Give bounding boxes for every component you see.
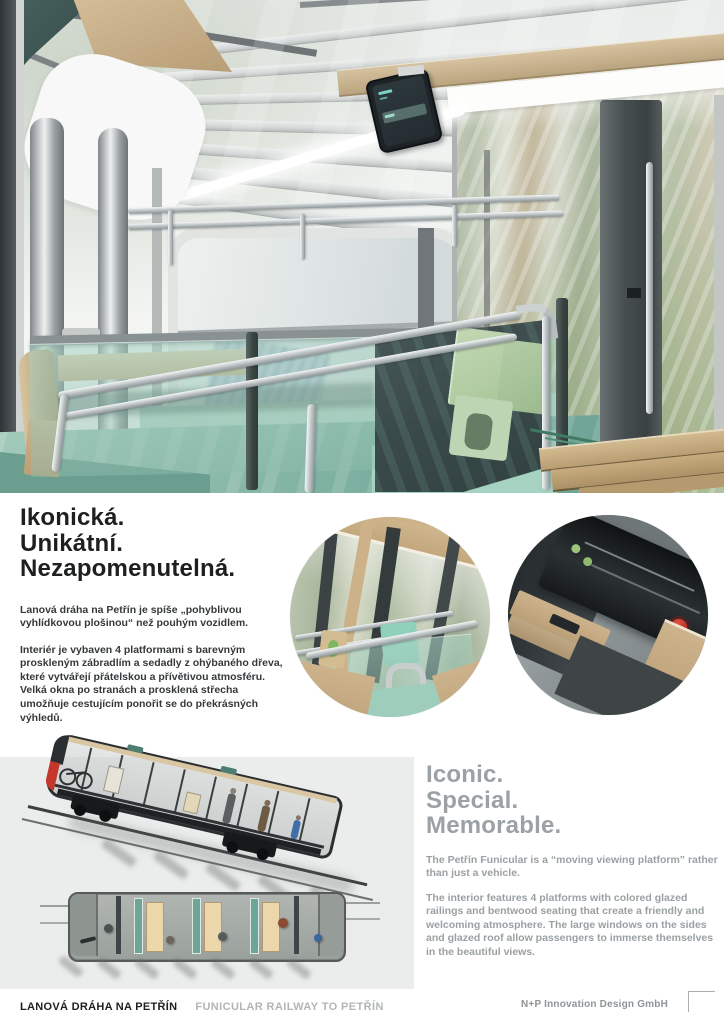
english-paragraph-2: The interior features 4 platforms with colored glazed railings and bentwood seating that create a friendly and welcoming atmosphere. The large windows on the sides and glazed roof allow passengers to immerse themselves in the beautiful views. — [426, 891, 714, 959]
passenger-figure — [220, 787, 237, 826]
figure-body — [221, 793, 236, 824]
passenger-dot — [166, 936, 174, 944]
english-heading-line: Iconic. — [426, 761, 504, 788]
seat-plate-green — [449, 395, 514, 462]
end-partition — [116, 896, 121, 954]
balustrade-post — [246, 332, 258, 490]
footer-credit: N+P Innovation Design GmbH — [521, 999, 668, 1010]
czech-paragraph-1: Lanová dráha na Petřín je spíše „pohyblivou vyhlídkovou plošinou“ než pouhým vozidlem. — [20, 603, 249, 630]
info-display-screen — [372, 75, 437, 147]
handrail-post — [168, 210, 173, 266]
top-view-body — [68, 892, 346, 962]
glass-partition-teal — [134, 898, 143, 954]
end-cap — [318, 894, 344, 956]
window-corner-strip — [714, 95, 724, 475]
passenger-dot — [278, 918, 288, 928]
left-edge-pillar — [0, 0, 16, 493]
console-slot — [590, 563, 700, 614]
czech-heading-line: Ikonická. — [20, 504, 125, 531]
vehicle-roofline — [63, 736, 337, 804]
door-handle — [646, 162, 653, 414]
bench-top — [262, 902, 280, 952]
car-post — [236, 784, 248, 828]
end-cap — [70, 894, 98, 956]
passenger-dot — [314, 934, 322, 942]
bench-top — [146, 902, 164, 952]
door-latch — [627, 288, 641, 298]
car-post — [205, 776, 217, 820]
english-paragraph-1: The Petřín Funicular is a “moving viewing platform” rather than just a vehicle. — [426, 853, 718, 880]
interior-cabinet — [103, 765, 124, 794]
seat-plate-slot — [463, 412, 493, 451]
detail-circle-console — [508, 515, 708, 715]
footer-title-czech: LANOVÁ DRÁHA NA PETŘÍN — [20, 1001, 178, 1013]
passenger-dot — [104, 924, 113, 933]
glass-partition-teal — [250, 898, 259, 954]
interior-cabinet — [182, 792, 201, 815]
hero-interior-render — [0, 0, 724, 493]
console-green-button — [570, 543, 582, 555]
bench-slot — [549, 613, 580, 634]
vehicle-top-view-render — [40, 886, 380, 991]
handrail-post — [452, 205, 457, 247]
screen-text-line — [378, 89, 392, 95]
vehicle-body — [44, 732, 345, 860]
english-heading — [426, 762, 722, 839]
car-post — [143, 762, 155, 806]
czech-heading-line: Unikátní. — [20, 529, 124, 557]
end-partition — [294, 896, 299, 954]
glass-partition-teal — [192, 898, 201, 954]
english-text-block — [426, 762, 722, 960]
vehicle-side-view-render — [20, 718, 390, 908]
footer-title-english: FUNICULAR RAILWAY TO PETŘÍN — [195, 1001, 384, 1013]
czech-heading-line: Nezapomenutelná. — [20, 555, 236, 582]
bench-top — [204, 902, 222, 952]
detail-circle-interior — [290, 517, 490, 717]
english-heading-line: Memorable. — [426, 812, 562, 839]
footer-titles — [20, 997, 384, 1015]
czech-paragraph-2: Interiér je vybaven 4 platformami s barevným proskleným zábradlím a sedadly z ohýbaného dřeva, které vytvářejí přátelskou a přívětivou atmosféru. Velká okna po stranách a prosklená střecha umožňuje cestujícím ponořit se do překrásných výhledů. — [20, 643, 283, 724]
czech-text-block — [20, 505, 284, 725]
czech-heading — [20, 505, 284, 582]
screen-text-line — [379, 96, 387, 100]
english-heading-line: Special. — [426, 786, 519, 814]
crop-corner-mark — [688, 991, 715, 1012]
passenger-dot — [218, 932, 227, 941]
handrail-post — [300, 214, 305, 260]
